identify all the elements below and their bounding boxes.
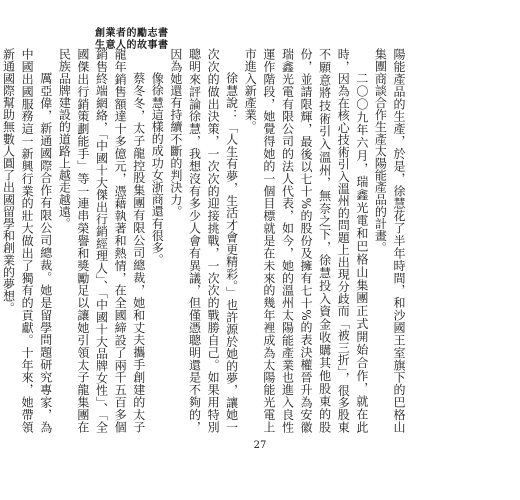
paragraph: 厲亞偉，新通國際合作有限公司總裁。她是留學問題研究專家，為中國出國服務這一新興行業的壯大做出了獨有的貢獻。十年來，她帶領新通國際幫助無數人圓了出國留學和創業的夢想。: [1, 48, 53, 433]
header-line-2: 生意人的故事書: [95, 40, 169, 51]
paragraph: 二〇〇九年六月，瑞鑫光電和巴格山集團正式開始合作，就在此時，因為在核心技術引入溫州的問題上出現分歧而「被三折」，很多股東不願意將技術引入溫州，無奈之下，徐慧投入資金收購其他股東的股份，並請限輝，最後以七十%的股份及擁有七十%的表決權晉升為安徽瑞鑫光電有限公司的法人代表，如今，她的溫州太陽能產業也進入良性運作階段，她覺得她的一個目標就是在未來的幾年裡成為太陽能光電上市進入新產業。: [243, 48, 369, 433]
paragraph: 蔡冬冬，太子龍控股集團有限公司總裁，她和丈夫攜手創建的太子龍年銷售額達十多億元，憑藉執著和熱情，在全國締設了兩千五百多個銷售終端網絡，「中國十大傑出行銷經理人」、「中國十大品牌女性」、「全國傑出行銷策劃能手」等一連串榮譽和獎勵足以讓她引領太子龍集團在民族品牌建設的道路上越走越遠。: [57, 48, 146, 433]
paragraph: 像徐慧這樣的成功女浙商還有很多。: [150, 72, 165, 266]
header-line-1: 創業者的勵志書: [95, 28, 169, 39]
page-number: 27: [253, 440, 267, 451]
vertical-body-text: [0, 48, 408, 433]
paragraph: 陽能產品的生產，於是，徐慧花了半年時間，和沙國王室旗下的巴格山集團商談合作生產太陽能產品的計畫。: [373, 48, 406, 433]
paragraph: 徐慧說：「人生有夢，生活才會更精彩。」也許源於她的夢，讓她一次次的做出決策，一次次的迎接挑戰，一次次的戰勝自己。如果用特別聰明來評論徐慧，我想沒有多少人會有異議，但僅憑聰明還是不夠的，因為她還有持續不斷的判決力。: [168, 48, 239, 433]
